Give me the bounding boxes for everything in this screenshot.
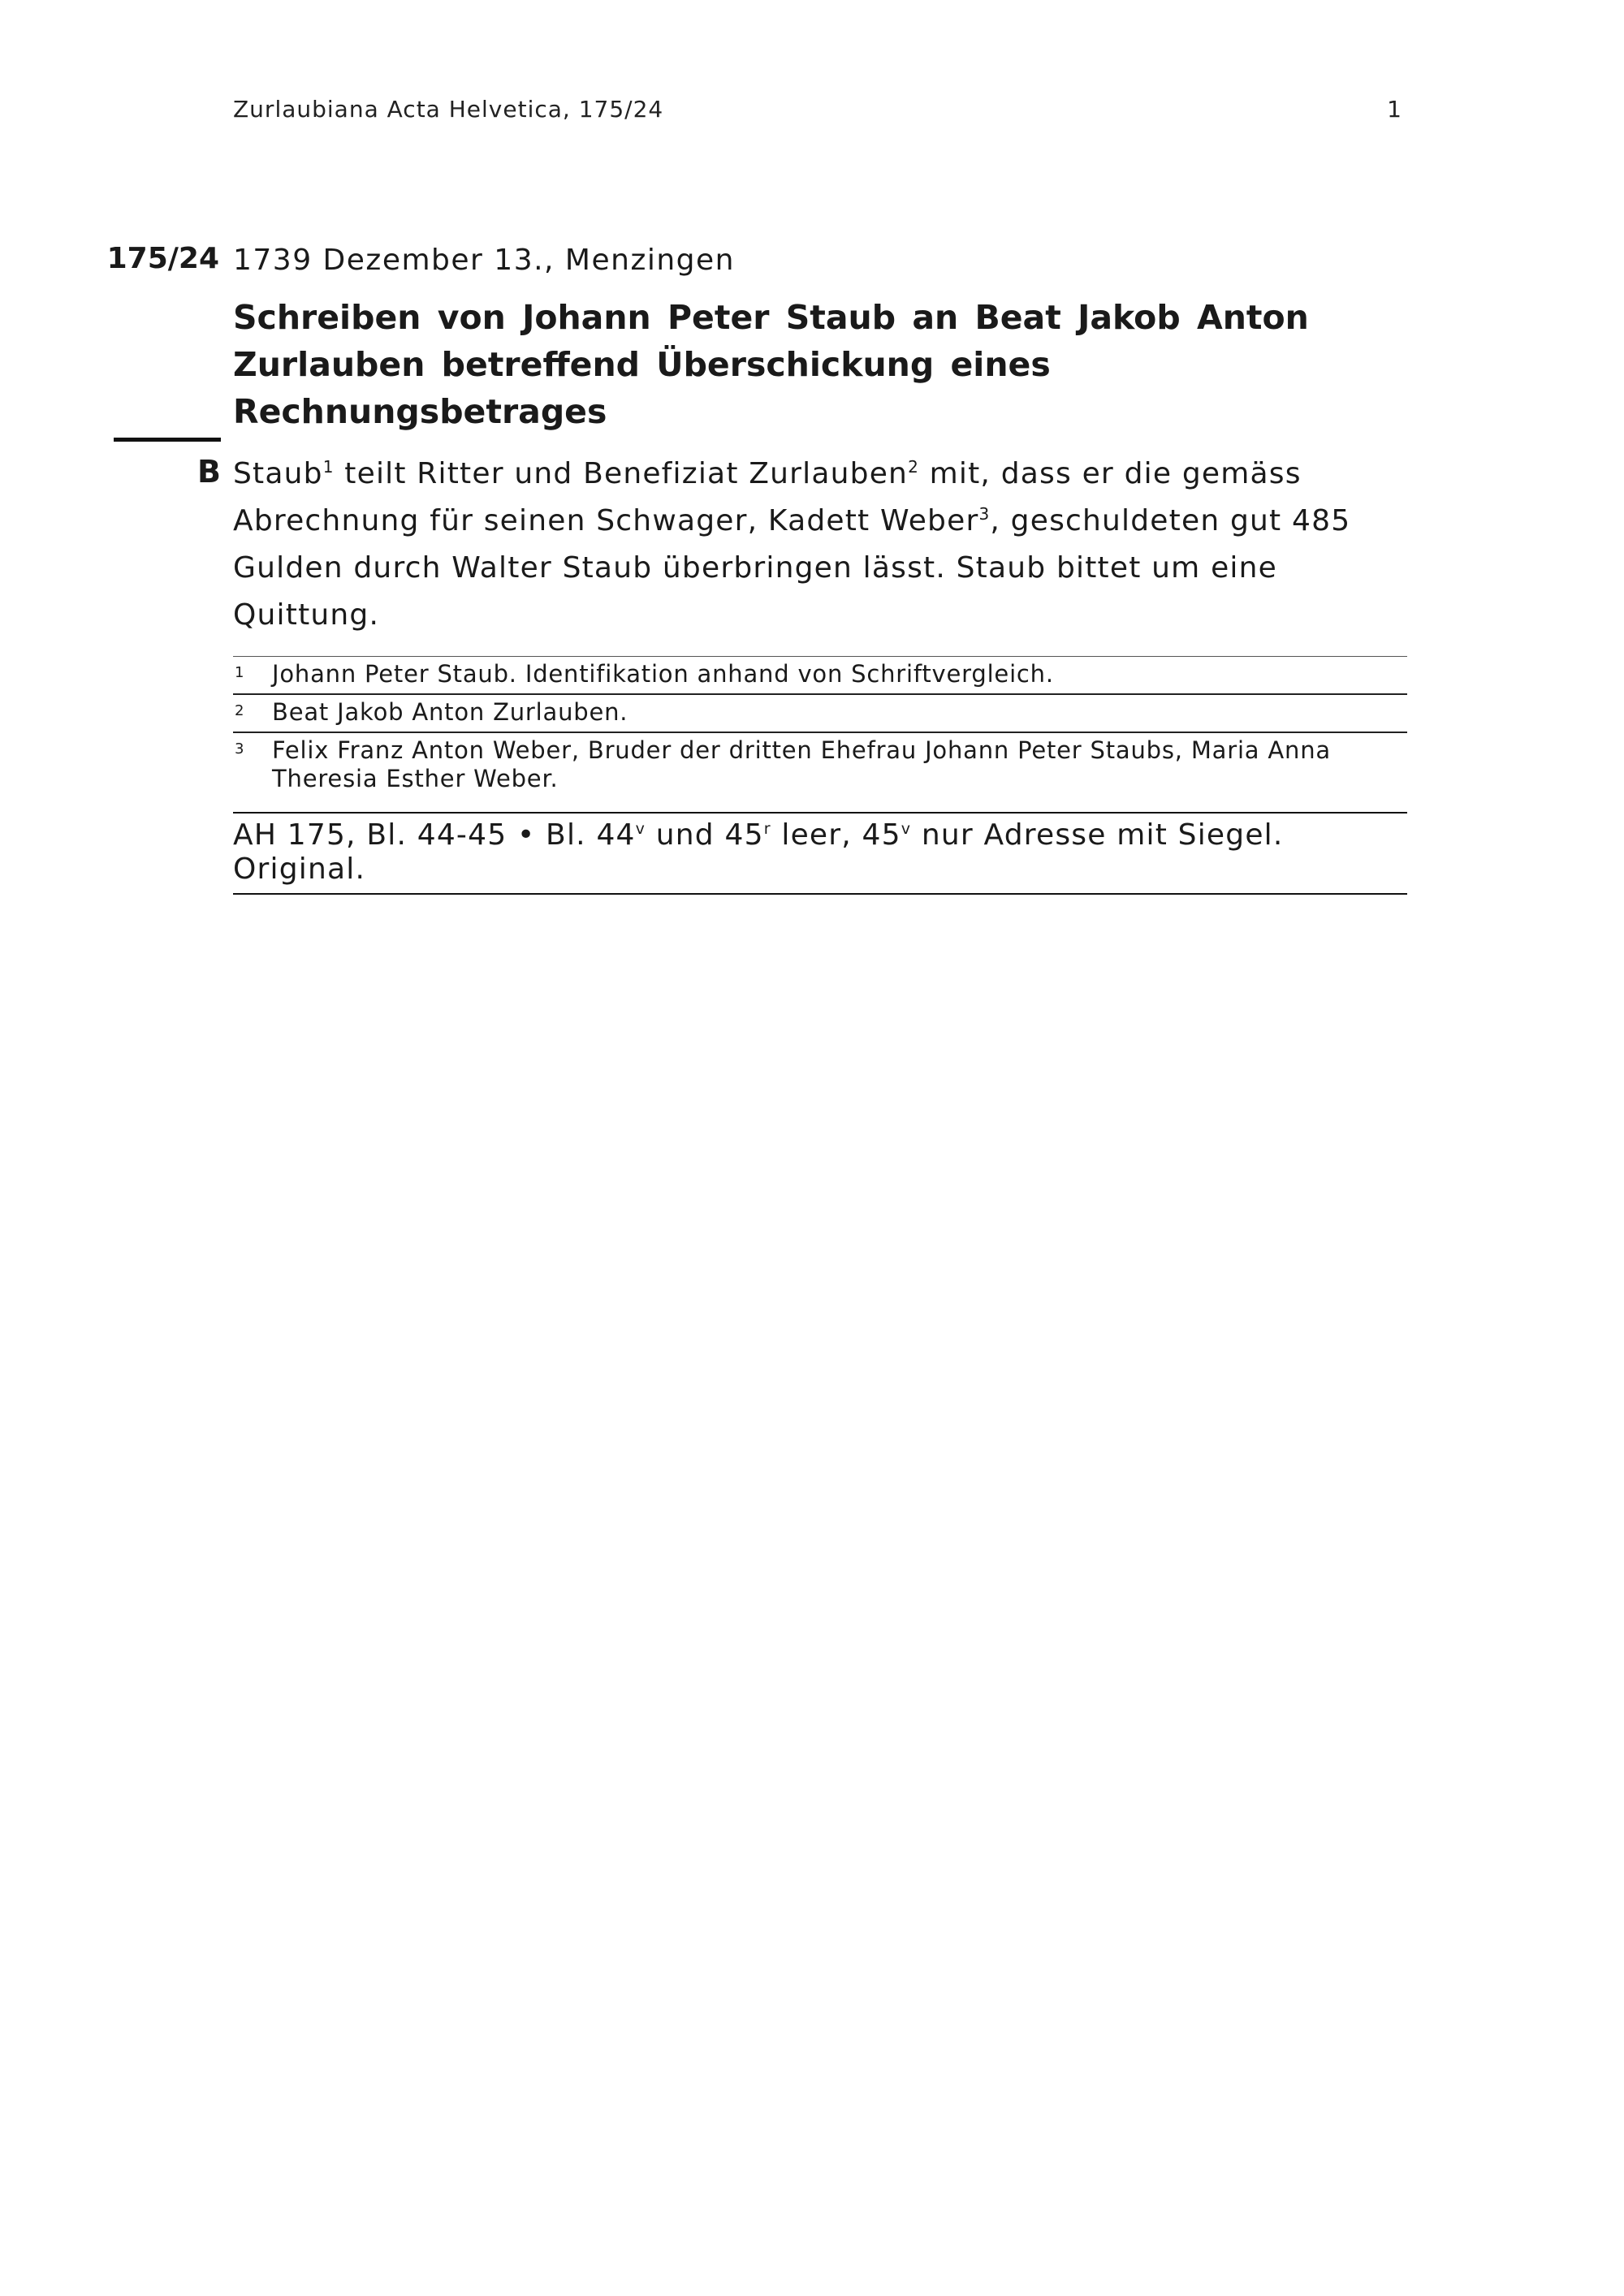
abstract-label: B	[197, 454, 221, 490]
footnote-ref: 3	[978, 504, 991, 524]
footnote	[233, 732, 1407, 798]
folio-side: r	[763, 820, 771, 838]
running-title: Zurlaubiana Acta Helvetica, 175/24	[233, 96, 664, 123]
entry-title: Schreiben von Johann Peter Staub an Beat Jakob Anton Zurlauben betreffend Überschickung eines Rechnungsbetrages	[233, 298, 1309, 431]
source-kind: Original.	[233, 852, 366, 886]
footnote-ref: 1	[322, 457, 335, 477]
footnotes	[233, 656, 1407, 798]
footnote-mark: 3	[235, 740, 245, 757]
source-segment: leer, 45	[771, 818, 901, 852]
abstract-segment: teilt Ritter und Benefiziat Zurlauben	[334, 457, 909, 490]
footnote	[233, 693, 1407, 732]
folio-side: v	[635, 820, 646, 838]
abstract-text	[233, 451, 1410, 639]
source-note	[233, 812, 1407, 895]
footnote-ref: 2	[908, 457, 919, 477]
footnote-mark: 2	[235, 702, 245, 719]
footnote-text: Johann Peter Staub. Identifikation anhand von Schriftvergleich.	[272, 660, 1054, 688]
source-segment: nur Adresse mit Siegel.	[911, 818, 1284, 852]
footnote-mark: 1	[235, 664, 245, 681]
abstract-segment: mit, dass er die gemäss Abrechnung für seinen Schwager, Kadett Weber	[233, 457, 1302, 537]
entry-date-place: 1739 Dezember 13., Menzingen	[233, 244, 735, 277]
abstract-segment: Staub	[233, 457, 323, 490]
section-rule	[114, 438, 221, 442]
folio-side: v	[901, 820, 912, 838]
footnote-text: Felix Franz Anton Weber, Bruder der dritten Ehefrau Johann Peter Staubs, Maria Anna Theresia Esther Weber.	[272, 736, 1331, 792]
entry-number: 175/24	[106, 242, 219, 275]
source-segment: AH 175, Bl. 44-45 • Bl. 44	[233, 818, 636, 852]
source-segment: und 45	[646, 818, 764, 852]
footnote-text: Beat Jakob Anton Zurlauben.	[272, 698, 628, 726]
footnote	[233, 656, 1407, 693]
abstract-segment: , geschuldeten gut 485 Gulden durch Walter Staub überbringen lässt. Staub bittet um eine Quittung.	[233, 504, 1351, 632]
page-number: 1	[1387, 96, 1402, 123]
source-location	[233, 818, 1407, 852]
running-header	[233, 96, 1402, 123]
